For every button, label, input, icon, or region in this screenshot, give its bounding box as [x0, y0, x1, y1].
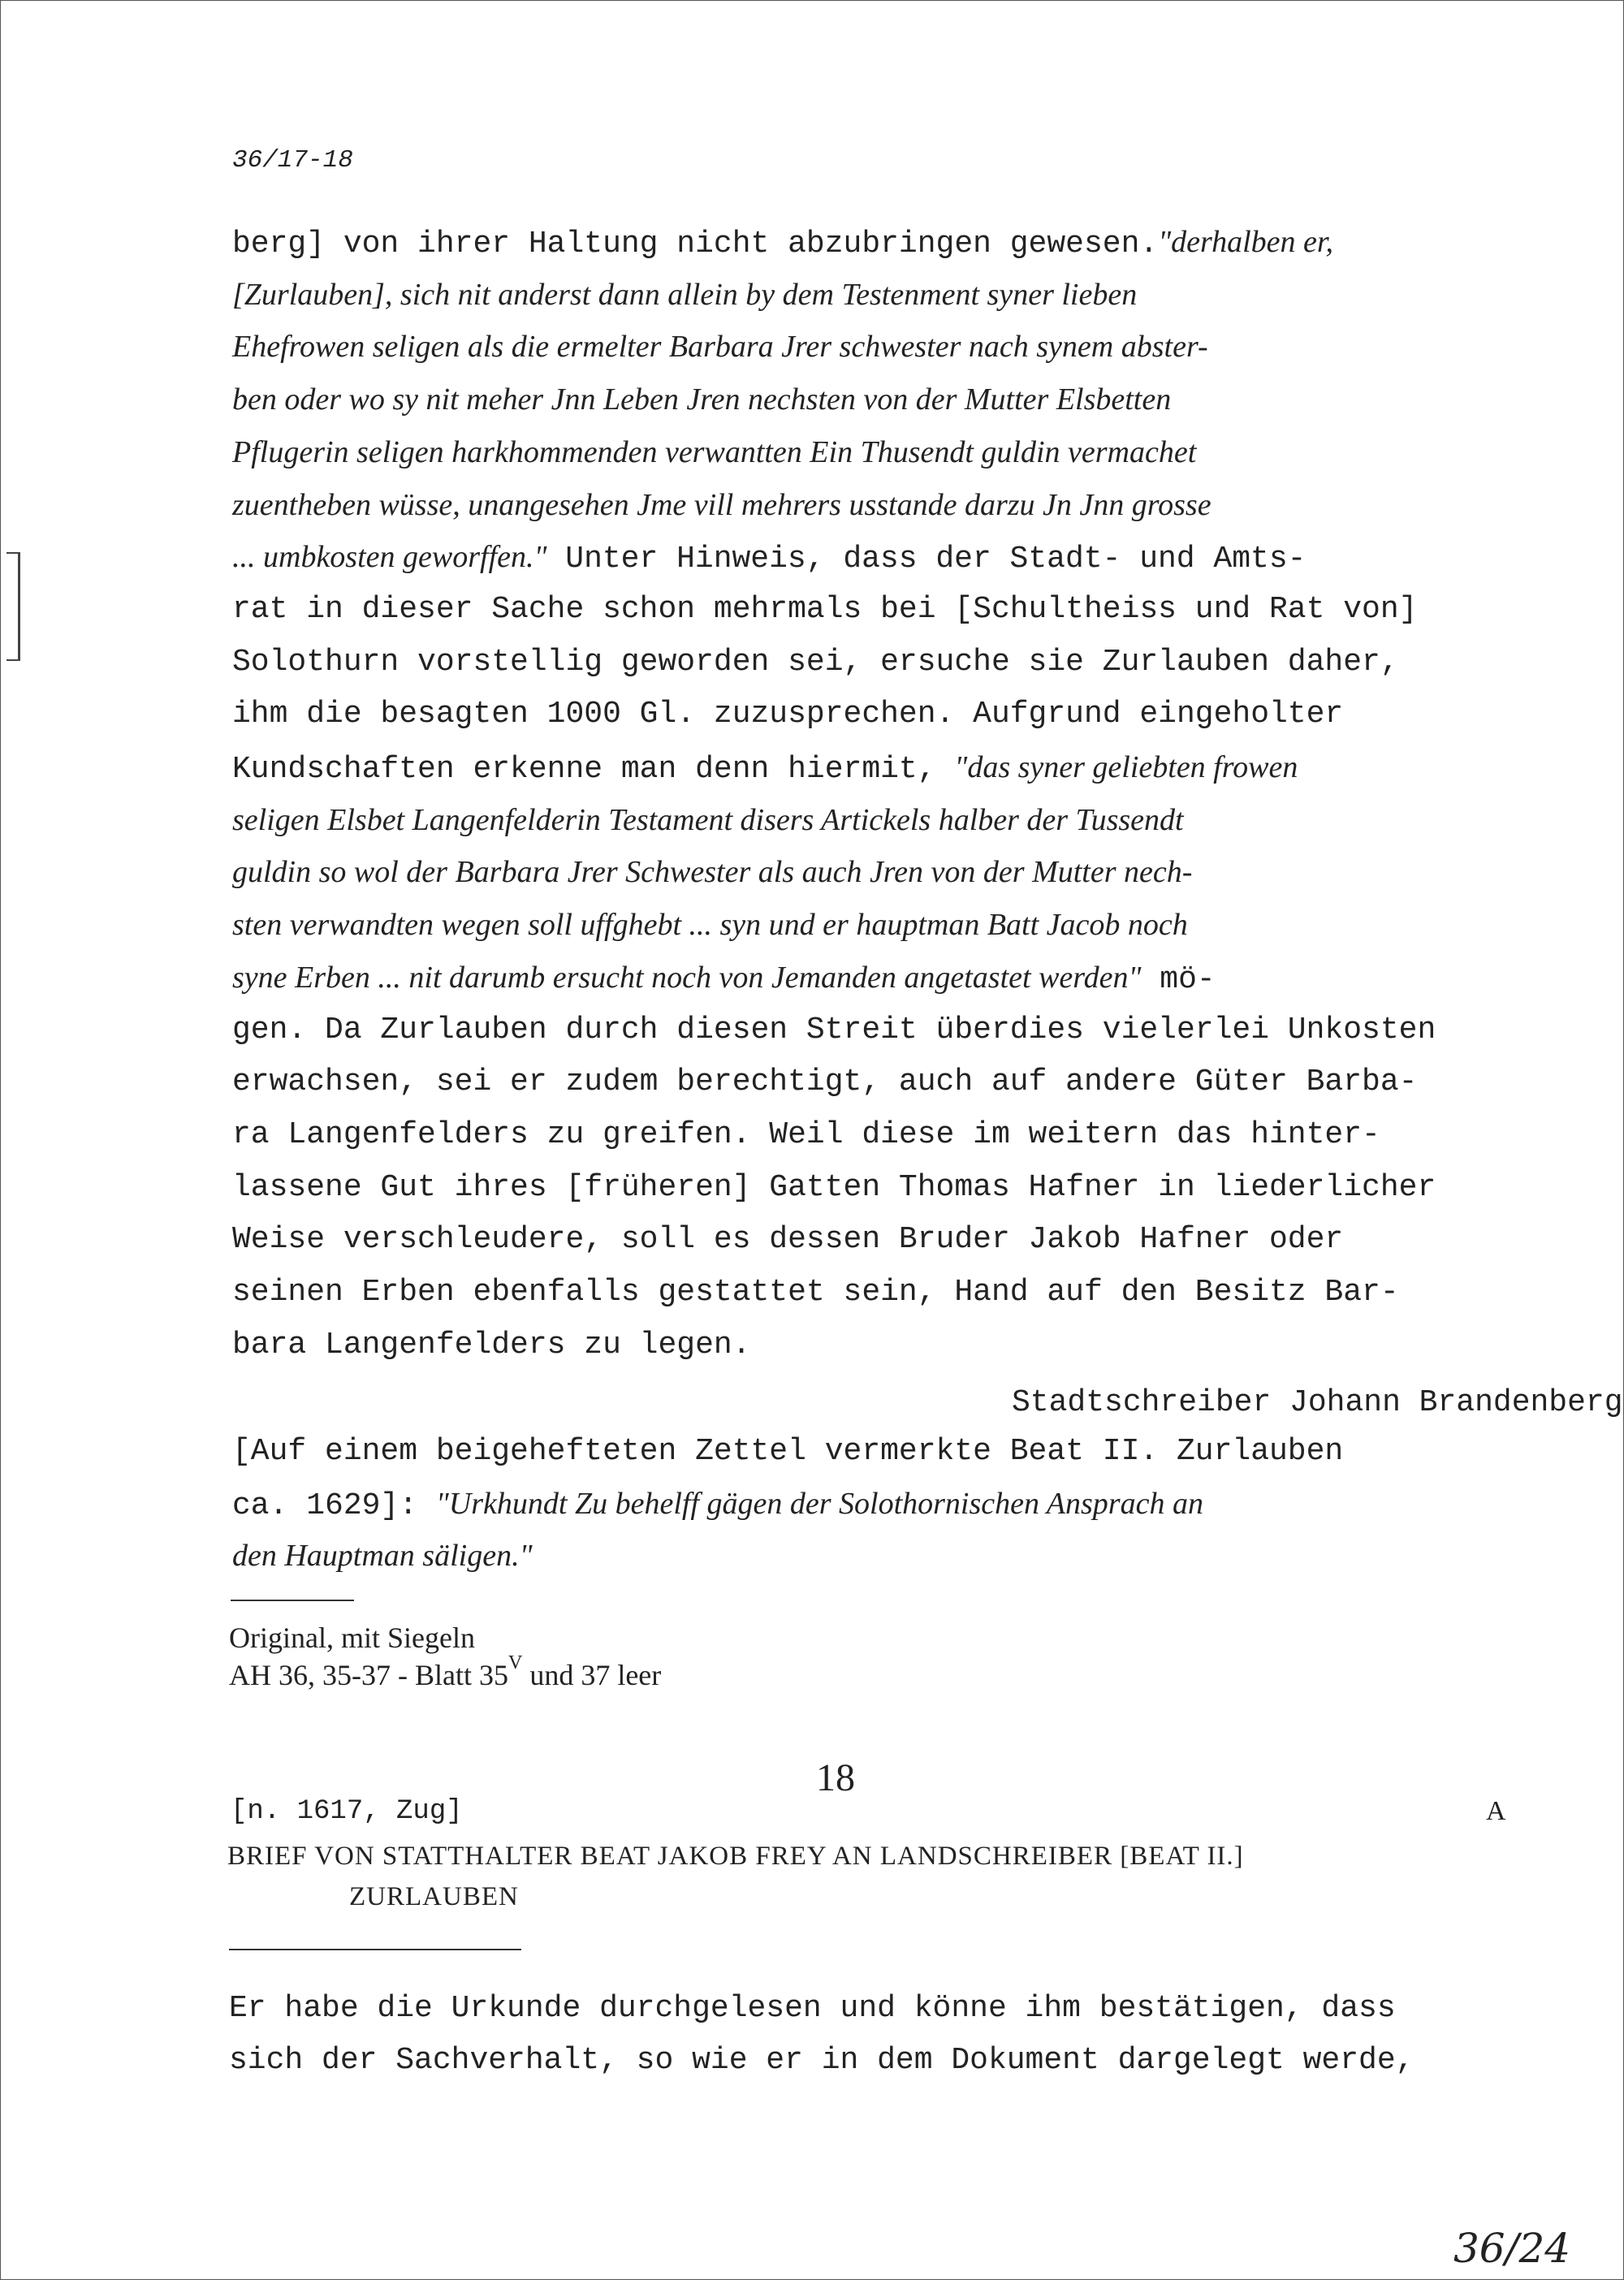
body-line — [232, 433, 1196, 474]
source-rest: und 37 leer — [522, 1659, 662, 1691]
quoted-text: Ehefrowen seligen als die ermelter Barbara Jrer schwester nach synem abster- — [232, 330, 1208, 365]
summary-paragraph — [229, 1983, 1414, 2087]
quoted-text: zuentheben wüsse, unangesehen Jme vill mehrers usstande darzu Jn Jnn grosse — [232, 487, 1212, 522]
summary-line: Er habe die Urkunde durchgelesen und könne ihm bestätigen, dass — [229, 1991, 1396, 2026]
note-line — [232, 1536, 533, 1578]
body-line — [232, 1116, 1380, 1155]
body-line — [232, 695, 1343, 734]
body-text: [Auf einem beigehefteten Zettel vermerkte Beat II. Zurlauben — [232, 1434, 1344, 1469]
title-rule — [229, 1949, 521, 1950]
date-place: [n. 1617, Zug] — [231, 1796, 463, 1827]
section-marker: A — [1486, 1796, 1506, 1826]
body-line — [232, 222, 1333, 264]
quoted-text: "das syner geliebten frowen — [954, 750, 1298, 784]
summary-line: sich der Sachverhalt, so wie er in dem Dokument dargelegt werde, — [229, 2043, 1415, 2078]
body-line — [232, 380, 1171, 421]
document-number: 18 — [816, 1756, 855, 1799]
page-reference: 36/17-18 — [232, 146, 353, 175]
handwritten-page-number: 36/24 — [1453, 2225, 1571, 2272]
body-text: gen. Da Zurlauben durch diesen Streit überdies vielerlei Unkosten — [232, 1012, 1436, 1047]
body-line — [232, 748, 1298, 789]
body-text: Unter Hinweis, dass der Stadt- und Amts- — [546, 542, 1307, 577]
quoted-text: "Urkhundt Zu behelff gägen der Solothornischen Ansprach an — [435, 1487, 1203, 1521]
signature: Stadtschreiber Johann Brandenberg — [1012, 1385, 1623, 1420]
body-text: rat in dieser Sache schon mehrmals bei [Schultheiss und Rat von] — [232, 591, 1418, 627]
body-text: Weise verschleudere, soll es dessen Bruder Jakob Hafner oder — [232, 1222, 1344, 1258]
body-line — [232, 905, 1188, 947]
margin-bracket-mark — [6, 552, 20, 661]
body-line — [232, 538, 1306, 579]
quoted-text: den Hauptman säligen." — [232, 1539, 533, 1573]
body-text: erwachsen, sei er zudem berechtigt, auch auf andere Güter Barba- — [232, 1064, 1418, 1100]
body-line — [232, 801, 1184, 842]
body-text: ihm die besagten 1000 Gl. zuzusprechen. Aufgrund eingeholter — [232, 697, 1344, 732]
quoted-text: syne Erben ... nit darumb ersucht noch von Jemanden angetastet werden" — [232, 960, 1142, 995]
body-text: ra Langenfelders zu greifen. Weil diese im weitern das hinter- — [232, 1116, 1380, 1152]
source-ref: AH 36, 35-37 - Blatt 35 — [229, 1659, 508, 1691]
quoted-text: "derhalben er, — [1158, 225, 1333, 259]
body-line — [232, 1063, 1417, 1102]
body-text: seinen Erben ebenfalls gestattet sein, Hand auf den Besitz Bar- — [232, 1275, 1399, 1310]
quoted-text: Pflugerin seligen harkhommenden verwantten Ein Thusendt guldin vermachet — [232, 434, 1197, 469]
body-line — [232, 958, 1216, 1000]
body-text: ca. 1629]: — [232, 1488, 436, 1523]
verso-superscript: V — [508, 1652, 523, 1673]
body-line — [232, 275, 1137, 317]
note-line — [232, 1432, 1343, 1471]
body-line — [232, 1220, 1343, 1259]
body-line — [232, 853, 1192, 894]
source-line-1: Original, mit Siegeln — [229, 1621, 475, 1654]
body-line — [232, 1326, 751, 1365]
quoted-text: sten verwandten wegen soll uffghebt ... syn und er hauptman Batt Jacob noch — [232, 908, 1188, 943]
document-title: BRIEF VON STATTHALTER BEAT JAKOB FREY AN LANDSCHREIBER [BEAT II.] — [227, 1842, 1244, 1871]
body-line — [232, 643, 1399, 682]
body-text: Solothurn vorstellig geworden sei, ersuche sie Zurlauben daher, — [232, 644, 1399, 680]
body-line — [232, 1168, 1436, 1207]
quoted-text: ben oder wo sy nit meher Jnn Leben Jren nechsten von der Mutter Elsbetten — [232, 382, 1172, 417]
body-text: bara Langenfelders zu legen. — [232, 1327, 751, 1362]
body-line — [232, 1273, 1399, 1312]
body-line — [232, 327, 1208, 369]
body-text: lassene Gut ihres [früheren] Gatten Thomas Hafner in liederlicher — [232, 1169, 1436, 1205]
body-line — [232, 1011, 1436, 1050]
footnote-rule — [231, 1600, 354, 1601]
body-text: berg] von ihrer Haltung nicht abzubringen gewesen. — [232, 227, 1159, 261]
source-line-2 — [229, 1652, 662, 1692]
document-title-continued: ZURLAUBEN — [349, 1882, 519, 1911]
body-line — [232, 590, 1417, 629]
body-line — [232, 486, 1212, 527]
quoted-text: seligen Elsbet Langenfelderin Testament disers Artickels halber der Tussendt — [232, 802, 1184, 837]
note-line — [232, 1484, 1203, 1526]
body-text: mö- — [1141, 961, 1216, 997]
quoted-text: ... umbkosten geworffen." — [232, 540, 547, 575]
body-text: Kundschaften erkenne man denn hiermit, — [232, 752, 955, 787]
quoted-text: [Zurlauben], sich nit anderst dann allein by dem Testenment syner lieben — [232, 277, 1138, 312]
quoted-text: guldin so wol der Barbara Jrer Schwester als auch Jren von der Mutter nech- — [232, 855, 1193, 890]
